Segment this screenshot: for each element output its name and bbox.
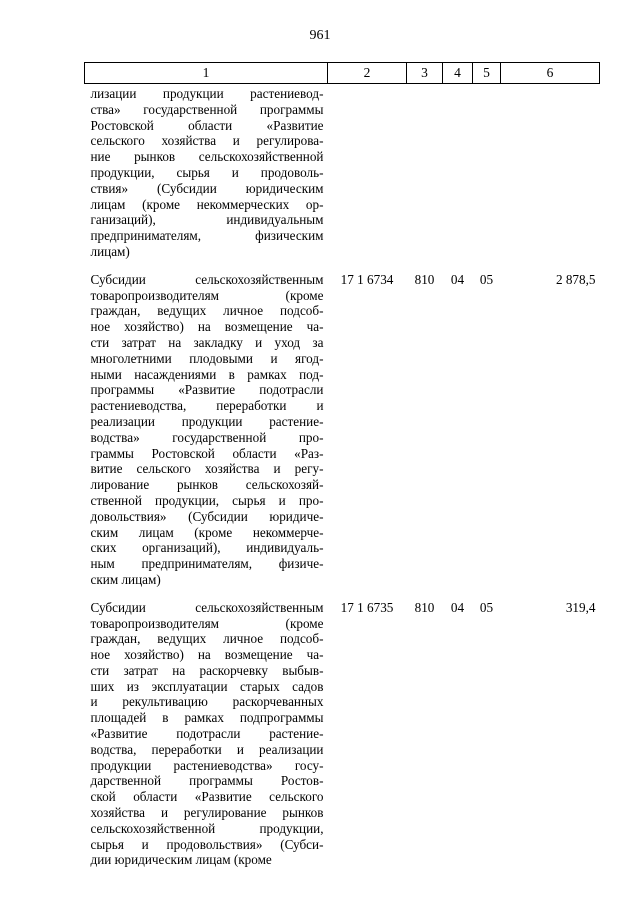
table-row: [85, 266, 600, 594]
row-target-code: 17 1 6734: [340, 271, 394, 287]
table-row: [85, 84, 600, 266]
row-target-code: [328, 84, 407, 266]
description-line: программы «Развитие подотрасли: [90, 382, 324, 398]
row-amount: [501, 84, 600, 266]
row-subsection: 05: [479, 271, 494, 287]
description-line: граждан, ведущих личное подсоб-: [90, 631, 324, 647]
description-line: довольствия» (Субсидии юридиче-: [90, 508, 324, 524]
description-line: дии юридическим лицам (кроме: [90, 852, 272, 868]
description-line: продукции растениеводства» госу-: [90, 757, 324, 773]
description-line: Субсидии сельскохозяйственным: [90, 271, 324, 287]
description-line: продукции, сырья и продоволь-: [90, 164, 324, 180]
description-line: сырья и продовольствия» (Субси-: [90, 836, 324, 852]
description-line: ственной продукции, сырья и про-: [90, 492, 324, 508]
description-line: лицам (кроме некоммерческих ор-: [90, 196, 324, 212]
row-subsection: 05: [479, 599, 494, 615]
description-line: товаропроизводителям (кроме: [90, 615, 324, 631]
description-line: сельскохозяйственной продукции,: [90, 820, 324, 836]
description-line: сельского хозяйства и регулирова-: [90, 133, 324, 149]
description-line: лирование рынков сельскохозяй-: [90, 477, 324, 493]
description-line: ших из эксплуатации старых садов: [90, 678, 324, 694]
description-line: растениеводства, переработки и: [90, 398, 324, 414]
row-section: 04: [450, 271, 465, 287]
description-line: предпринимателям, физическим: [90, 228, 324, 244]
header-col-4: 4: [443, 63, 473, 84]
row-description: [85, 84, 328, 266]
description-line: дарственной программы Ростов-: [90, 773, 324, 789]
description-line: ными насаждениями в рамках под-: [90, 366, 324, 382]
description-line: ской области «Развитие сельского: [90, 789, 324, 805]
description-line: реализации продукции растение-: [90, 413, 324, 429]
row-description: [85, 594, 328, 875]
header-col-3: 3: [407, 63, 443, 84]
description-line: витие сельского хозяйства и регу-: [90, 461, 324, 477]
description-line: лицам): [90, 243, 130, 259]
row-target-code: 17 1 6735: [340, 599, 394, 615]
description-line: ским лицам): [90, 571, 161, 587]
description-line: ганизаций), индивидуальным: [90, 212, 324, 228]
row-expense-type: 810: [414, 271, 435, 287]
header-col-2: 2: [328, 63, 407, 84]
description-line: хозяйства и регулирование рынков: [90, 805, 324, 821]
description-line: ствия» (Субсидии юридическим: [90, 180, 324, 196]
header-col-6: 6: [501, 63, 600, 84]
description-line: лизации продукции растениевод-: [90, 86, 324, 101]
table-row: [85, 594, 600, 875]
description-line: товаропроизводителям (кроме: [90, 287, 324, 303]
description-line: ние рынков сельскохозяйственной: [90, 149, 324, 165]
row-section: [443, 84, 473, 266]
description-line: «Развитие подотрасли растение-: [90, 726, 324, 742]
description-line: сти затрат на раскорчевку выбыв-: [90, 662, 324, 678]
budget-table: [84, 62, 600, 874]
description-line: Ростовской области «Развитие: [90, 117, 324, 133]
description-line: ным предпринимателям, физиче-: [90, 556, 324, 572]
description-line: ное хозяйство) на возмещение ча-: [90, 647, 324, 663]
description-line: сти затрат на закладку и уход за: [90, 334, 324, 350]
row-amount: 2 878,5: [555, 271, 596, 287]
page-number: 961: [309, 28, 331, 43]
description-line: водства» государственной про-: [90, 429, 324, 445]
row-amount: 319,4: [565, 599, 596, 615]
header-col-5: 5: [473, 63, 501, 84]
description-line: граждан, ведущих личное подсоб-: [90, 303, 324, 319]
row-expense-type: [407, 84, 443, 266]
table-header: [85, 63, 600, 84]
description-line: ства» государственной программы: [90, 101, 324, 117]
row-expense-type: 810: [414, 599, 435, 615]
description-line: водства, переработки и реализации: [90, 741, 324, 757]
row-section: 04: [450, 599, 465, 615]
description-line: многолетними плодовыми и ягод-: [90, 350, 324, 366]
description-line: граммы Ростовской области «Раз-: [90, 445, 324, 461]
description-line: Субсидии сельскохозяйственным: [90, 599, 324, 615]
description-line: ских организаций), индивидуаль-: [90, 540, 324, 556]
description-line: ное хозяйство) на возмещение ча-: [90, 319, 324, 335]
description-line: и рекультивацию раскорчеванных: [90, 694, 324, 710]
table-body: [85, 84, 600, 875]
header-row: [85, 63, 600, 84]
row-subsection: [473, 84, 501, 266]
header-col-1: 1: [85, 63, 328, 84]
row-description: [85, 266, 328, 594]
description-line: площадей в рамках подпрограммы: [90, 710, 324, 726]
description-line: ским лицам (кроме некоммерче-: [90, 524, 324, 540]
